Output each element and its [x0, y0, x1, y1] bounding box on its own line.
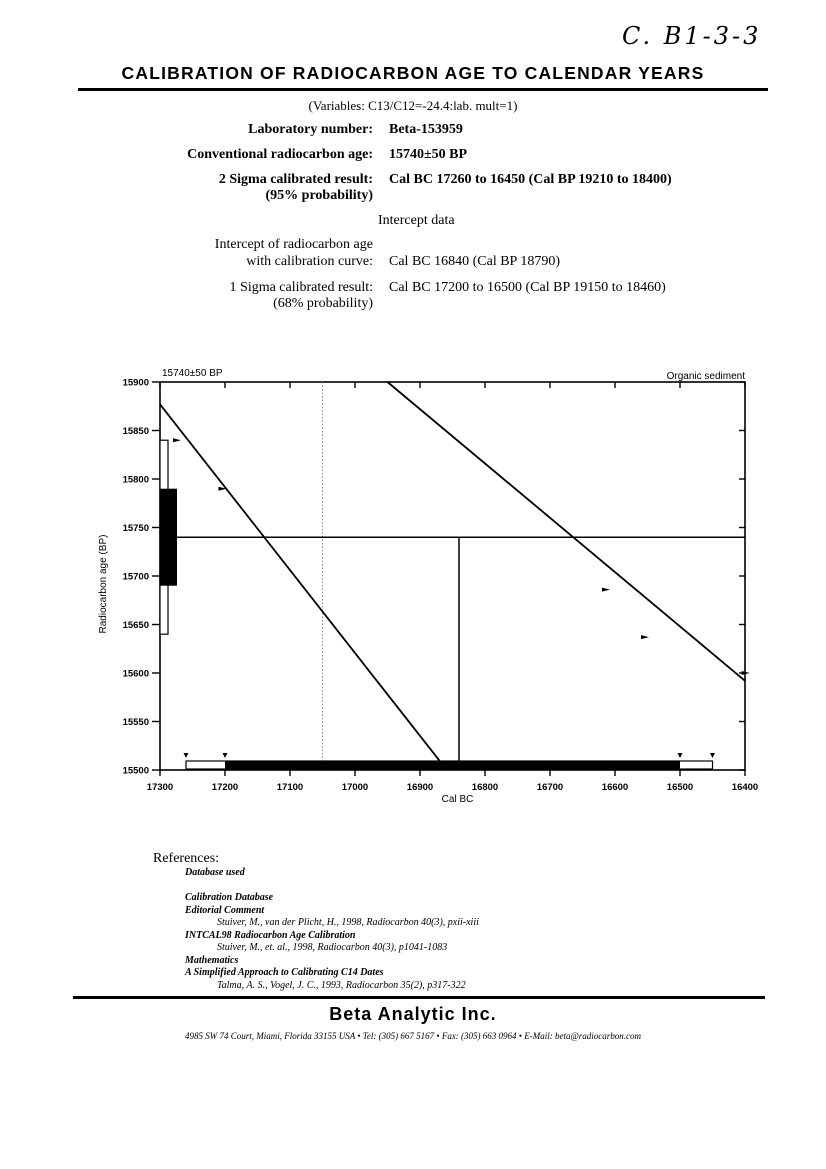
y-tick-label: 15650	[122, 620, 149, 631]
reference-line: INTCAL98 Radiocarbon Age Calibration	[185, 929, 356, 941]
page-title: CALIBRATION OF RADIOCARBON AGE TO CALENDAR YEARS	[121, 63, 705, 83]
references-heading: References:	[153, 851, 220, 866]
calibration-curve	[160, 404, 441, 763]
sigma1-probability: (68% probability)	[273, 296, 373, 311]
x-tick-label: 16400	[731, 782, 759, 793]
chart-subtitle: Organic sediment	[666, 371, 745, 382]
x-tick-label: 16500	[666, 782, 694, 793]
reference-line: Database used	[185, 867, 245, 878]
intercept-label-line2: with calibration curve:	[246, 254, 373, 269]
sigma2-value: Cal BC 17260 to 16450 (Cal BP 19210 to 18400)	[389, 172, 672, 187]
references-list	[185, 867, 479, 992]
title-rule	[78, 88, 768, 91]
variables-line: (Variables: C13/C12=-24.4:lab. mult=1)	[308, 98, 518, 113]
x-tick-label: 17300	[146, 782, 174, 793]
y-tick-label: 15900	[122, 377, 149, 389]
lab-number-value: Beta-153959	[389, 122, 463, 137]
sigma1-label: 1 Sigma calibrated result:	[229, 280, 373, 295]
y-tick-label: 15600	[122, 668, 149, 680]
y-tick-label: 15750	[122, 523, 149, 534]
intercept-heading: Intercept data	[378, 213, 455, 228]
company-address: 4985 SW 74 Court, Miami, Florida 33155 USA • Tel: (305) 667 5167 • Fax: (305) 663 0964 • E-Mail: beta@radiocarbon.com	[185, 1031, 641, 1041]
company-name: Beta Analytic Inc.	[329, 1004, 497, 1024]
y-axis-label: Radiocarbon age (BP)	[98, 534, 109, 634]
footer-rule	[73, 996, 765, 999]
x-tick-label: 17200	[211, 782, 239, 793]
handwritten-note: C. B1-3-3	[622, 22, 762, 50]
conventional-age-label: Conventional radiocarbon age:	[187, 147, 373, 162]
plot-frame	[160, 382, 745, 770]
x-axis-label: Cal BC	[441, 794, 474, 805]
sigma2-label: 2 Sigma calibrated result:	[218, 172, 373, 187]
reference-line: A Simplified Approach to Calibrating C14 Dates	[185, 967, 384, 978]
y-tick-label: 15850	[122, 426, 149, 437]
range-marker	[678, 753, 683, 758]
x-tick-label: 16900	[406, 782, 434, 793]
range-marker	[184, 753, 189, 758]
range-marker	[710, 753, 715, 758]
conventional-age-value: 15740±50 BP	[389, 147, 468, 162]
calibration-chart	[0, 355, 826, 815]
intercept-label-line1: Intercept of radiocarbon age	[214, 237, 373, 252]
chart-title: 15740±50 BP	[162, 368, 223, 379]
x-tick-label: 16800	[471, 782, 499, 793]
intercept-value: Cal BC 16840 (Cal BP 18790)	[389, 254, 560, 269]
calibration-curve	[388, 382, 746, 681]
reference-line: Talma, A. S., Vogel, J. C., 1993, Radiocarbon 35(2), p317-322	[217, 979, 466, 991]
x-tick-label: 17000	[341, 782, 369, 793]
curve-marker	[641, 635, 649, 639]
reference-line: Editorial Comment	[185, 904, 265, 916]
sigma1-calendar-bar	[225, 761, 680, 769]
range-marker	[223, 753, 228, 758]
y-tick-label: 15550	[122, 717, 149, 728]
sigma1-value: Cal BC 17200 to 16500 (Cal BP 19150 to 18460)	[389, 280, 666, 295]
reference-line	[185, 880, 479, 893]
sigma1-age-bar	[160, 489, 177, 586]
y-tick-label: 15700	[122, 571, 149, 583]
lab-number-label: Laboratory number:	[248, 122, 373, 137]
reference-line: Stuiver, M., van der Plicht, H., 1998, Radiocarbon 40(3), pxii-xiii	[217, 917, 479, 928]
y-tick-label: 15800	[122, 474, 149, 486]
reference-line: Stuiver, M., et. al., 1998, Radiocarbon 40(3), p1041-1083	[217, 942, 448, 953]
curve-marker	[173, 438, 181, 442]
x-tick-label: 17100	[276, 782, 304, 793]
x-tick-label: 16700	[536, 782, 564, 793]
y-tick-label: 15500	[122, 765, 149, 777]
curve-marker	[602, 588, 610, 592]
reference-line: Mathematics	[185, 954, 239, 966]
reference-line: Calibration Database	[185, 892, 274, 903]
x-tick-label: 16600	[601, 782, 629, 793]
sigma2-probability: (95% probability)	[265, 188, 373, 203]
